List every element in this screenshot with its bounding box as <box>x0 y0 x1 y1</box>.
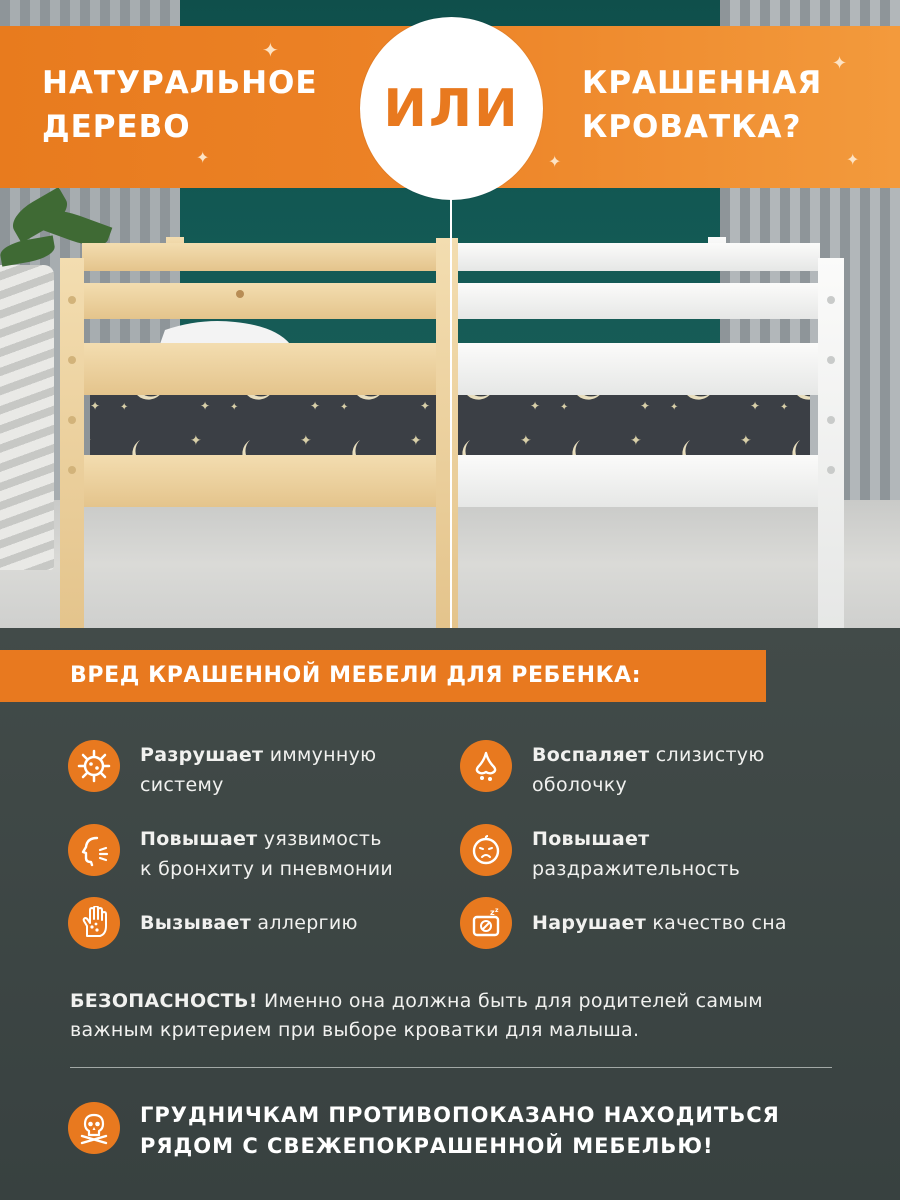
harm-item <box>460 897 822 949</box>
harm-text <box>140 897 430 938</box>
harm-item <box>68 824 430 884</box>
harm-verb: Вызывает <box>140 912 252 934</box>
or-text: ИЛИ <box>383 78 520 139</box>
harm-rest: аллергию <box>251 912 358 934</box>
section-title: ВРЕД КРАШЕННОЙ МЕБЕЛИ ДЛЯ РЕБЕНКА: <box>70 663 642 688</box>
sparkle-icon: ✦ <box>548 152 562 171</box>
safety-paragraph <box>70 987 840 1045</box>
harm-verb: Повышает <box>140 828 258 850</box>
harm-text <box>532 824 822 884</box>
harm-verb: Разрушает <box>140 744 264 766</box>
or-badge <box>360 17 543 200</box>
warning-line: РЯДОМ С СВЕЖЕПОКРАШЕННОЙ МЕБЕЛЬЮ! <box>140 1134 714 1158</box>
nose-icon <box>460 740 512 792</box>
crying-baby-icon <box>460 824 512 876</box>
sparkle-icon: ✦ <box>262 38 279 62</box>
divider <box>70 1067 832 1068</box>
harm-text <box>140 824 430 884</box>
painted-bed-title <box>582 61 822 149</box>
harm-rest: к бронхиту и пневмонии <box>140 858 394 880</box>
harm-text <box>532 740 822 800</box>
warning-line: ГРУДНИЧКАМ ПРОТИВОПОКАЗАНО НАХОДИТЬСЯ <box>140 1103 780 1127</box>
harm-item <box>68 740 430 800</box>
harm-rest: раздражительность <box>532 858 741 880</box>
sparkle-icon: ✦ <box>846 150 860 169</box>
natural-wood-title <box>42 61 318 149</box>
harm-text <box>140 740 430 800</box>
title-line: НАТУРАЛЬНОЕ <box>42 65 318 101</box>
harm-rest: систему <box>140 774 224 796</box>
harm-text <box>532 897 822 938</box>
harm-verb: Воспаляет <box>532 744 650 766</box>
harm-rest: оболочку <box>532 774 628 796</box>
no-sleep-icon <box>460 897 512 949</box>
cough-icon <box>68 824 120 876</box>
harm-rest: качество сна <box>646 912 787 934</box>
pillow <box>160 321 290 344</box>
harm-verb: Повышает <box>532 828 650 850</box>
harm-item <box>460 740 822 800</box>
svg-text:z: z <box>495 907 499 914</box>
harm-rest: иммунную <box>263 744 377 766</box>
harm-rest: слизистую <box>649 744 765 766</box>
comparison-divider <box>450 183 452 628</box>
harm-rest: уязвимость <box>257 828 382 850</box>
sparkle-icon: ✦ <box>832 53 848 74</box>
svg-text:z: z <box>490 908 495 917</box>
warning-text <box>140 1100 840 1162</box>
harm-item <box>460 824 822 884</box>
virus-icon <box>68 740 120 792</box>
skull-crossbones-icon <box>68 1102 120 1154</box>
harm-verb: Нарушает <box>532 912 647 934</box>
safety-text: Именно она должна быть для родителей самым важным критерием при выборе кроватки для малыша. <box>70 990 763 1041</box>
title-line: КРАШЕННАЯ <box>582 65 823 101</box>
title-line: КРОВАТКА? <box>582 109 802 145</box>
title-line: ДЕРЕВО <box>42 109 191 145</box>
harm-item <box>68 897 430 949</box>
allergy-hand-icon <box>68 897 120 949</box>
safety-emphasis: БЕЗОПАСНОСТЬ! <box>70 990 258 1012</box>
sparkle-icon: ✦ <box>196 148 210 167</box>
